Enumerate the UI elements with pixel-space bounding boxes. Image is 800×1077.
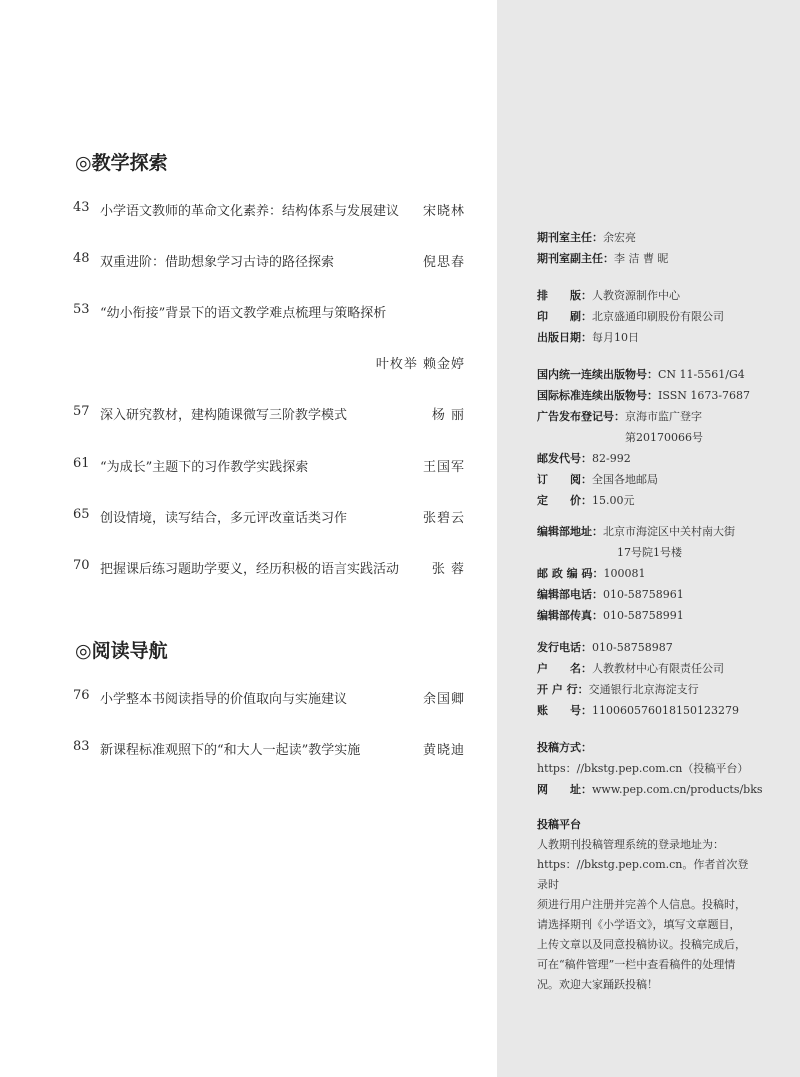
info-value: 110060576018150123279: [592, 704, 739, 717]
info-label: 编辑部传真：: [537, 609, 603, 622]
toc-item[interactable]: [73, 200, 465, 220]
toc-item[interactable]: [73, 404, 465, 424]
platform-line: 况。欢迎大家踊跃投稿！: [537, 978, 658, 991]
toc-author: 黄晓迪: [422, 743, 465, 758]
info-value: 010-58758987: [592, 641, 673, 654]
toc-title: 新课程标准观照下的“和大人一起读”教学实施: [100, 743, 361, 758]
toc-page: 76: [73, 688, 90, 703]
toc-item[interactable]: [73, 507, 465, 527]
toc-item[interactable]: [73, 302, 465, 322]
info-label: 期刊室副主任：: [537, 252, 614, 265]
toc-page: 57: [73, 404, 90, 419]
info-label: 定 价：: [537, 494, 592, 507]
toc-author: 王国军: [422, 460, 465, 475]
info-label: 开 户 行：: [537, 683, 589, 696]
toc-item[interactable]: [73, 739, 465, 759]
publication-block: [537, 364, 750, 511]
section-title-reading: ◎阅读导航: [75, 640, 168, 662]
section-title-teaching: ◎教学探索: [75, 152, 168, 174]
info-value: 82-992: [592, 452, 631, 465]
info-label: 印 刷：: [537, 310, 592, 323]
info-value: 人教资源制作中心: [592, 289, 680, 302]
toc-author: 张碧云: [422, 511, 465, 526]
info-value: 全国各地邮局: [592, 473, 658, 486]
info-label: 期刊室主任：: [537, 231, 603, 244]
info-label: 账 号：: [537, 704, 592, 717]
info-label: 户 名：: [537, 662, 592, 675]
toc-page: 83: [73, 739, 90, 754]
toc-page: 43: [73, 200, 90, 215]
info-value: 京海市监广登字: [625, 410, 702, 423]
info-label: 订 阅：: [537, 473, 592, 486]
toc-author: 宋晓林: [422, 204, 465, 219]
info-value: 100081: [603, 567, 646, 580]
info-value: 李 洁 曹 昵: [614, 252, 669, 265]
distribution-block: [537, 637, 739, 721]
platform-line: https：//bkstg.pep.com.cn。作者首次登录时: [537, 858, 749, 891]
info-label: 邮 政 编 码：: [537, 567, 604, 580]
info-value: 17号院1号楼: [617, 546, 682, 559]
contact-block: [537, 521, 735, 626]
toc-page: 48: [73, 251, 90, 266]
info-value: 15.00元: [592, 494, 635, 507]
info-value: 交通银行北京海淀支行: [588, 683, 699, 696]
info-value: 010-58758961: [603, 588, 684, 601]
toc-title: “为成长”主题下的习作教学实践探索: [100, 460, 309, 475]
platform-line: 须进行用户注册并完善个人信息。投稿时，: [537, 898, 746, 911]
info-value: ISSN 1673-7687: [658, 389, 751, 402]
info-label: 排 版：: [537, 289, 592, 302]
production-block: [537, 285, 724, 348]
toc-title: “幼小衔接”背景下的语文教学难点梳理与策略探析: [100, 306, 387, 321]
platform-line: 上传文章以及同意投稿协议。投稿完成后，: [537, 938, 746, 951]
toc-title: 小学语文教师的革命文化素养：结构体系与发展建议: [100, 204, 400, 219]
info-label: 国内统一连续出版物号：: [537, 368, 658, 381]
info-label: 编辑部电话：: [537, 588, 603, 601]
website-link[interactable]: www.pep.com.cn/products/bks: [592, 783, 763, 796]
info-value: 余宏亮: [603, 231, 636, 244]
toc-author: 叶枚举 赖金婷: [375, 357, 465, 372]
info-value: 北京市海淀区中关村南大街: [603, 525, 735, 538]
toc-title: 双重进阶：借助想象学习古诗的路径探索: [100, 255, 335, 270]
toc-item[interactable]: [73, 558, 465, 578]
info-value: CN 11-5561/G4: [658, 368, 745, 381]
platform-line: 可在“稿件管理”一栏中查看稿件的处理情: [537, 958, 736, 971]
toc-item[interactable]: [73, 251, 465, 271]
info-label: 出版日期：: [537, 331, 592, 344]
toc-authors-row: [73, 353, 465, 373]
info-label: 国际标准连续出版物号：: [537, 389, 658, 402]
toc-item[interactable]: [73, 456, 465, 476]
toc-title: 把握课后练习题助学要义，经历积极的语言实践活动: [100, 562, 400, 577]
toc-title: 小学整本书阅读指导的价值取向与实施建议: [100, 692, 348, 707]
editors-block: [537, 227, 669, 269]
submission-url[interactable]: https：//bkstg.pep.com.cn（投稿平台）: [537, 762, 749, 775]
info-value: 第20170066号: [625, 431, 703, 444]
toc-author: 张 蓉: [431, 562, 465, 577]
toc-title: 深入研究教材，建构随课微写三阶教学模式: [100, 408, 348, 423]
platform-line: 请选择期刊《小学语文》，填写文章题目，: [537, 918, 741, 931]
info-label: 编辑部地址：: [537, 525, 603, 538]
submission-heading: 投稿方式：: [537, 741, 592, 754]
toc-page: 70: [73, 558, 90, 573]
info-label: 网 址：: [537, 783, 592, 796]
info-value: 北京盛通印刷股份有限公司: [592, 310, 724, 323]
platform-heading: 投稿平台: [537, 818, 581, 831]
toc-page: 53: [73, 302, 90, 317]
toc-title: 创设情境，读写结合，多元评改童话类习作: [100, 511, 348, 526]
info-value: 人教教材中心有限责任公司: [592, 662, 724, 675]
submission-block: [537, 737, 763, 800]
info-label: 发行电话：: [537, 641, 592, 654]
platform-line: 人教期刊投稿管理系统的登录地址为：: [537, 838, 724, 851]
info-value: 010-58758991: [603, 609, 684, 622]
toc-page: 65: [73, 507, 90, 522]
toc-author: 杨 丽: [431, 408, 465, 423]
platform-block: [537, 815, 759, 995]
toc-page: 61: [73, 456, 90, 471]
info-value: 每月10日: [592, 331, 639, 344]
toc-author: 余国卿: [422, 692, 465, 707]
toc-author: 倪思春: [422, 255, 465, 270]
info-label: 广告发布登记号：: [537, 410, 625, 423]
toc-item[interactable]: [73, 688, 465, 708]
info-label: 邮发代号：: [537, 452, 592, 465]
